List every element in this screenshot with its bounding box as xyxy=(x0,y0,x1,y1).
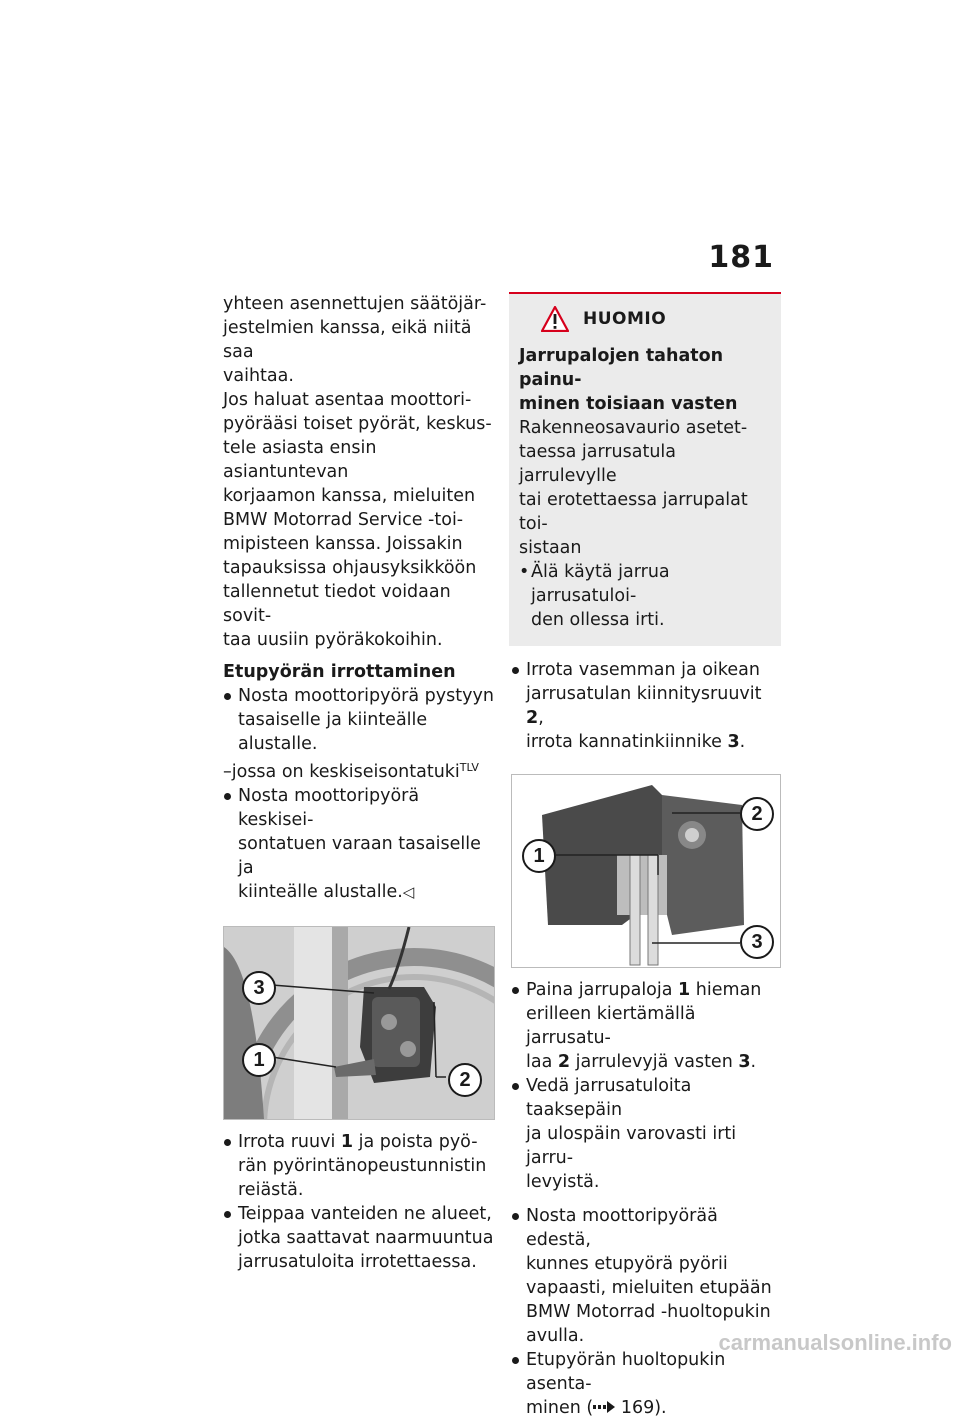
intro-line: jestelmien kanssa, eikä niitä saa xyxy=(223,318,472,362)
notice-body: Rakenneosavaurio asetet- taessa jarrusatula jarrulevylle tai erotettaessa jarrupalat toi- sistaan xyxy=(519,418,748,558)
intro-line: Jos haluat asentaa moottori- xyxy=(223,390,472,410)
notice-instruction: • Älä käytä jarrua jarrusatuloi- den ollessa irti. xyxy=(519,560,771,632)
page-reference-arrow-icon xyxy=(593,1401,615,1413)
step-item: Paina jarrupaloja 1 hieman erilleen kiertämällä jarrusatu- laa 2 jarrulevyjä vasten 3. xyxy=(511,978,781,1074)
step-item: Irrota vasemman ja oikean jarrusatulan kiinnitysruuvit 2, irrota kannatinkiinnike 3. xyxy=(511,658,781,754)
left-column xyxy=(223,292,495,1274)
right-column xyxy=(511,292,781,1420)
step-item: Nosta moottoripyörää edestä, kunnes etupyörä pyörii vapaasti, mieluiten etupään BMW Motorrad -huoltopukin avulla. xyxy=(511,1204,781,1348)
callout-1: 1 xyxy=(242,1043,276,1077)
intro-line: yhteen asennettujen säätöjär- xyxy=(223,294,487,314)
step-item: Irrota ruuvi 1 ja poista pyö- rän pyörintänopeustunnistin reiästä. xyxy=(223,1130,495,1202)
step-item: Etupyörän huoltopukin asenta- minen ( 169). xyxy=(511,1348,781,1420)
warning-notice xyxy=(509,292,781,646)
brake-caliper-front-photo xyxy=(223,926,495,1120)
intro-line: vaihtaa. xyxy=(223,366,294,386)
step-item: Vedä jarrusatuloita taaksepäin ja ulospäin varovasti irti jarru- levyistä. xyxy=(511,1074,781,1194)
steps-list xyxy=(511,658,781,754)
steps-list xyxy=(223,784,495,904)
warning-triangle-icon xyxy=(541,306,569,332)
intro-line: mipisteen kanssa. Joissakin xyxy=(223,534,463,554)
intro-line: BMW Motorrad Service -toi- xyxy=(223,510,464,530)
intro-line: tallennetut tiedot voidaan sovit- xyxy=(223,582,451,626)
callout-2: 2 xyxy=(448,1063,482,1097)
watermark: carmanualsonline.info xyxy=(718,1330,952,1355)
brake-pads-photo xyxy=(511,774,781,968)
end-mark: ◁ xyxy=(402,883,415,901)
step-item: Nosta moottoripyörä keskisei- sontatuen varaan tasaiselle ja kiinteälle alustalle.◁ xyxy=(223,784,495,904)
callout-3: 3 xyxy=(740,925,774,959)
notice-subtitle: Jarrupalojen tahaton painu- minen toisiaan vasten xyxy=(519,346,738,414)
callout-2: 2 xyxy=(740,797,774,831)
step-item: Nosta moottoripyörä pystyyn tasaiselle ja kiinteälle alustalle. xyxy=(223,684,495,756)
notice-title: HUOMIO xyxy=(583,309,667,329)
intro-line: korjaamon kanssa, mieluiten xyxy=(223,486,476,506)
intro-line: taa uusiin pyöräkokoihin. xyxy=(223,630,443,650)
variant-line: –jossa on keskiseisontatuki$^{TLV}$ xyxy=(223,761,479,782)
intro-paragraph xyxy=(223,292,495,652)
callout-1: 1 xyxy=(522,839,556,873)
step-item: Teippaa vanteiden ne alueet, jotka saattavat naarmuuntua jarrusatuloita irrotettaessa. xyxy=(223,1202,495,1274)
variant-superscript: TLV xyxy=(459,761,479,774)
section-heading: Etupyörän irrottaminen xyxy=(223,662,456,682)
intro-line: tapauksissa ohjausyksikköön xyxy=(223,558,477,578)
page-number: 181 xyxy=(708,240,774,275)
steps-list xyxy=(223,684,495,756)
intro-line: tele asiasta ensin asiantuntevan xyxy=(223,438,377,482)
callout-3: 3 xyxy=(242,971,276,1005)
notice-header xyxy=(541,306,771,332)
steps-list xyxy=(223,1130,495,1274)
intro-line: pyörääsi toiset pyörät, keskus- xyxy=(223,414,492,434)
